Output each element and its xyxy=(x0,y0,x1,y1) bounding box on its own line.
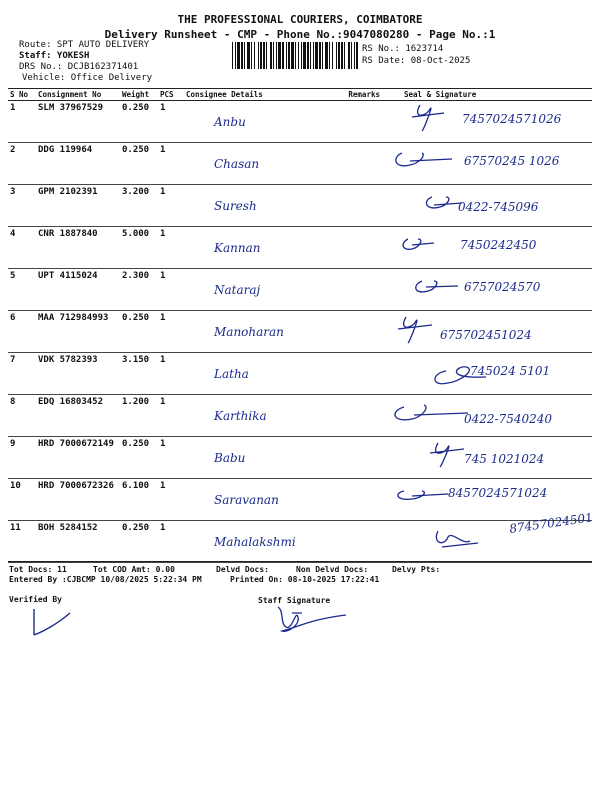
consignee-cell xyxy=(184,353,336,395)
recipient-phone: 675702451024 xyxy=(440,328,532,342)
signature xyxy=(382,269,592,311)
consignee-name: Mahalakshmi xyxy=(214,535,296,549)
remarks-cell xyxy=(336,185,382,227)
consignee-name: Manoharan xyxy=(214,325,284,339)
weight-cell: 1.200 xyxy=(120,395,158,437)
weight-cell: 0.250 xyxy=(120,311,158,353)
recipient-phone: 745024 5101 xyxy=(470,364,551,378)
pcs-cell: 1 xyxy=(158,143,184,185)
consignee-name: Saravanan xyxy=(214,493,279,507)
consignee-name: Suresh xyxy=(214,199,257,213)
recipient-phone: 745 1021024 xyxy=(464,452,545,466)
entered-by: Entered By :CJBCMP 10/08/2025 5:22:34 PM xyxy=(9,575,202,584)
staff-signature-label: Staff Signature xyxy=(258,596,331,605)
company-title: THE PROFESSIONAL COURIERS, COIMBATORE xyxy=(177,13,423,26)
pcs-cell: 1 xyxy=(158,101,184,143)
consignee-cell xyxy=(184,269,336,311)
consignment-cell: SLM 37967529 xyxy=(36,101,120,143)
weight-cell: 0.250 xyxy=(120,143,158,185)
staff-signature xyxy=(268,603,352,637)
vehicle-label: Vehicle: Office Delivery xyxy=(22,73,153,83)
col-remarks: Remarks xyxy=(336,89,382,101)
recipient-phone: 7450242450 xyxy=(460,238,537,252)
table-row xyxy=(8,101,592,143)
consignment-cell: BOH 5284152 xyxy=(36,521,120,563)
signature xyxy=(382,227,592,269)
pcs-cell: 1 xyxy=(158,521,184,563)
pcs-cell: 1 xyxy=(158,437,184,479)
weight-cell: 3.200 xyxy=(120,185,158,227)
pcs-cell: 1 xyxy=(158,353,184,395)
consignee-name: Latha xyxy=(214,367,249,381)
consignment-cell: VDK 5782393 xyxy=(36,353,120,395)
weight-cell: 5.000 xyxy=(120,227,158,269)
consignee-name: Nataraj xyxy=(214,283,261,297)
weight-cell: 0.250 xyxy=(120,437,158,479)
table-row xyxy=(8,269,592,311)
consignment-cell: MAA 712984993 xyxy=(36,311,120,353)
footer-divider xyxy=(8,561,592,562)
consignee-cell xyxy=(184,437,336,479)
runsheet-subtitle: Delivery Runsheet - CMP - Phone No.:9047080280 - Page No.:1 xyxy=(104,28,496,41)
remarks-cell xyxy=(336,521,382,563)
col-pcs: PCS xyxy=(158,89,184,101)
consignee-cell xyxy=(184,143,336,185)
col-consignment: Consignment No xyxy=(36,89,120,101)
table-row xyxy=(8,353,592,395)
sno-cell: 4 xyxy=(8,227,36,269)
pcs-cell: 1 xyxy=(158,395,184,437)
consignment-cell: HRD 7000672326 xyxy=(36,479,120,521)
consignment-cell: GPM 2102391 xyxy=(36,185,120,227)
consignment-cell: CNR 1887840 xyxy=(36,227,120,269)
recipient-phone: 0422-745096 xyxy=(458,200,539,214)
consignee-cell xyxy=(184,101,336,143)
seal-signature-cell xyxy=(382,101,592,143)
sno-cell: 1 xyxy=(8,101,36,143)
non-delivered-docs: Non Delvd Docs: xyxy=(296,565,369,574)
seal-signature-cell xyxy=(382,510,594,563)
remarks-cell xyxy=(336,437,382,479)
consignee-cell xyxy=(184,521,336,563)
remarks-cell xyxy=(336,479,382,521)
table-row xyxy=(8,143,592,185)
consignee-name: Babu xyxy=(214,451,246,465)
recipient-phone: 0422-7540240 xyxy=(464,412,553,426)
weight-cell: 0.250 xyxy=(120,521,158,563)
signature xyxy=(382,437,592,479)
recipient-phone: 87457024501 xyxy=(508,510,594,536)
col-weight: Weight xyxy=(120,89,158,101)
seal-signature-cell xyxy=(382,311,592,353)
total-docs: Tot Docs: 11 xyxy=(9,565,67,574)
pcs-cell: 1 xyxy=(158,227,184,269)
seal-signature-cell xyxy=(382,185,592,227)
consignee-name: Karthika xyxy=(214,409,267,423)
route-label: Route: SPT AUTO DELIVERY xyxy=(19,40,150,50)
verified-by-label: Verified By xyxy=(9,595,62,604)
sno-cell: 5 xyxy=(8,269,36,311)
table-row xyxy=(8,227,592,269)
runsheet-table xyxy=(8,88,592,563)
remarks-cell xyxy=(336,101,382,143)
delivery-points: Delvy Pts: xyxy=(392,565,441,574)
sno-cell: 10 xyxy=(8,479,36,521)
weight-cell: 6.100 xyxy=(120,479,158,521)
consignment-cell: EDQ 16803452 xyxy=(36,395,120,437)
sno-cell: 3 xyxy=(8,185,36,227)
consignee-name: Chasan xyxy=(214,157,260,171)
consignment-cell: DDG 119964 xyxy=(36,143,120,185)
seal-signature-cell xyxy=(382,143,592,185)
table-row xyxy=(8,311,592,353)
recipient-phone: 6757024570 xyxy=(464,280,541,294)
signature xyxy=(382,143,592,185)
table-row xyxy=(8,479,592,521)
consignee-name: Kannan xyxy=(214,241,261,255)
remarks-cell xyxy=(336,311,382,353)
seal-signature-cell xyxy=(382,353,592,395)
pcs-cell: 1 xyxy=(158,269,184,311)
recipient-phone: 67570245 1026 xyxy=(464,154,560,168)
col-seal-signature: Seal & Signature xyxy=(382,89,592,101)
col-sno: S No xyxy=(8,89,36,101)
table-row xyxy=(8,521,592,563)
signature xyxy=(382,510,594,563)
remarks-cell xyxy=(336,143,382,185)
seal-signature-cell xyxy=(382,437,592,479)
consignment-cell: UPT 4115024 xyxy=(36,269,120,311)
sno-cell: 8 xyxy=(8,395,36,437)
seal-signature-cell xyxy=(382,227,592,269)
signature xyxy=(382,185,592,227)
weight-cell: 2.300 xyxy=(120,269,158,311)
table-row xyxy=(8,185,592,227)
staff-label: Staff: YOKESH xyxy=(19,51,90,61)
total-cod-amount: Tot COD Amt: 0.00 xyxy=(93,565,175,574)
sno-cell: 2 xyxy=(8,143,36,185)
pcs-cell: 1 xyxy=(158,311,184,353)
signature xyxy=(382,311,592,353)
sno-cell: 7 xyxy=(8,353,36,395)
sno-cell: 9 xyxy=(8,437,36,479)
col-consignee: Consignee Details xyxy=(184,89,336,101)
remarks-cell xyxy=(336,227,382,269)
consignee-cell xyxy=(184,185,336,227)
signature xyxy=(382,353,592,395)
remarks-cell xyxy=(336,395,382,437)
seal-signature-cell xyxy=(382,395,592,437)
sno-cell: 11 xyxy=(8,521,36,563)
table-header-row xyxy=(8,89,592,101)
pcs-cell: 1 xyxy=(158,479,184,521)
weight-cell: 3.150 xyxy=(120,353,158,395)
seal-signature-cell xyxy=(382,269,592,311)
recipient-phone: 7457024571026 xyxy=(462,112,562,126)
consignee-name: Anbu xyxy=(214,115,246,129)
consignee-cell xyxy=(184,395,336,437)
rs-date: RS Date: 08-Oct-2025 xyxy=(362,56,471,66)
weight-cell: 0.250 xyxy=(120,101,158,143)
pcs-cell: 1 xyxy=(158,185,184,227)
consignment-cell: HRD 7000672149 xyxy=(36,437,120,479)
table-row xyxy=(8,395,592,437)
printed-on: Printed On: 08-10-2025 17:22:41 xyxy=(230,575,380,584)
verified-signature xyxy=(28,605,76,643)
signature xyxy=(382,101,592,143)
consignee-cell xyxy=(184,479,336,521)
signature xyxy=(382,395,592,437)
drs-number: DRS No.: DCJB162371401 xyxy=(19,62,139,72)
delivered-docs: Delvd Docs: xyxy=(216,565,269,574)
barcode xyxy=(232,42,358,69)
rs-number: RS No.: 1623714 xyxy=(362,44,444,54)
recipient-phone: 8457024571024 xyxy=(448,486,548,500)
table-row xyxy=(8,437,592,479)
remarks-cell xyxy=(336,353,382,395)
consignee-cell xyxy=(184,227,336,269)
remarks-cell xyxy=(336,269,382,311)
consignee-cell xyxy=(184,311,336,353)
sno-cell: 6 xyxy=(8,311,36,353)
